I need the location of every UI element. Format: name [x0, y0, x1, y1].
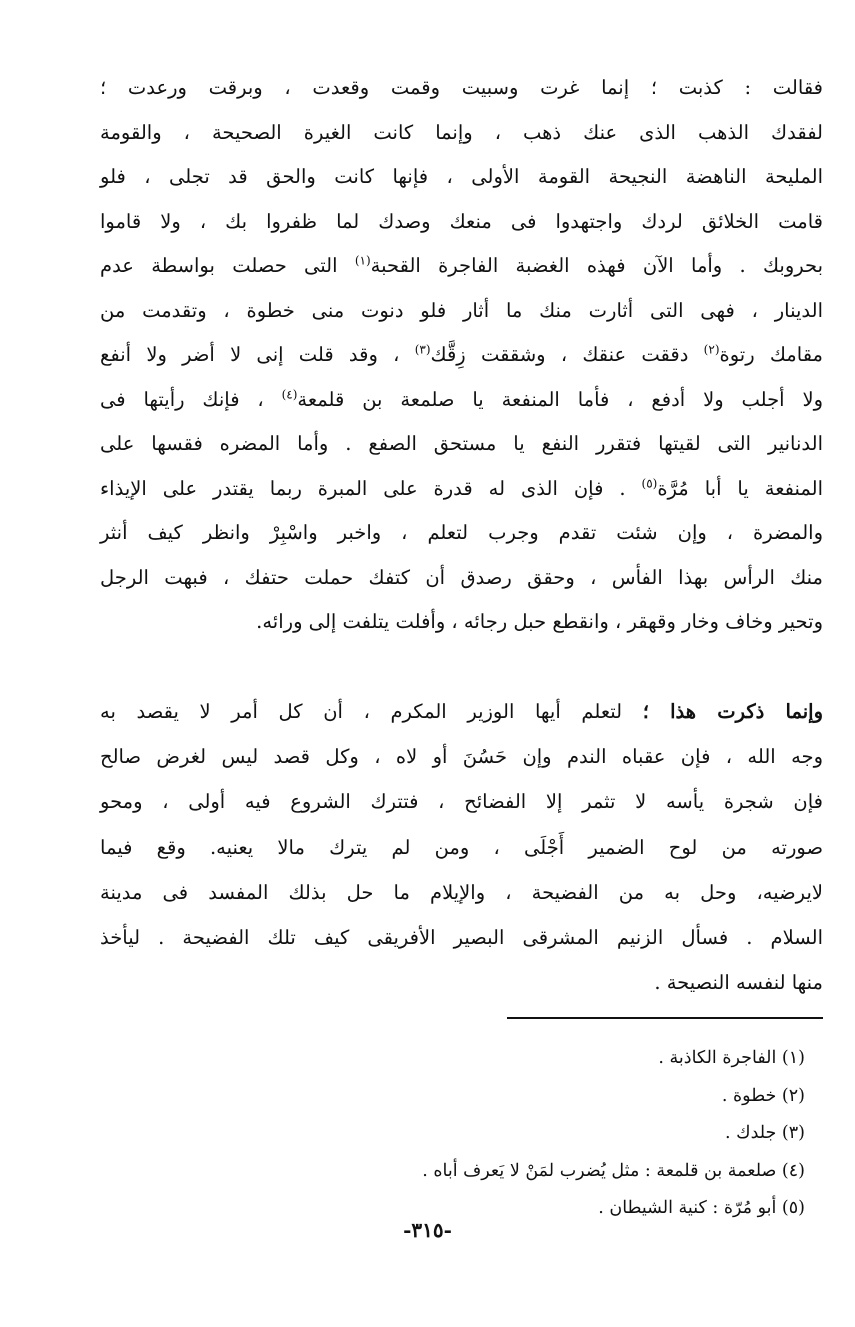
footnote-3: (٣) جلدك .: [725, 1123, 805, 1143]
footnote-divider: [507, 1017, 823, 1019]
paragraph-line: [100, 333, 823, 378]
line-text: دققت عنقك ، وشققت زِقَّك: [430, 343, 689, 366]
paragraph-1: [100, 66, 823, 645]
line-text: مقامك رتوة: [719, 343, 824, 366]
footnote-ref: (٣): [414, 342, 431, 357]
paragraph-line: المليحة الناهضة النجيحة القومة الأولى ، فإنها كانت والحق قد تجلى ، فلو: [100, 165, 823, 188]
paragraph-line: الدنانير التى لقيتها فتقرر النفع يا مستحق الصفع . وأما المضره فقسها على: [100, 432, 823, 455]
paragraph-line: لفقدك الذهب الذى عنك ذهب ، وإنما كانت الغيرة الصحيحة ، والقومة: [100, 120, 823, 144]
paragraph-line: صورته من لوح الضمير أَجْلَى ، ومن لم يترك مالا يعنيه. وقع فيما: [100, 835, 823, 859]
line-text: . فإن الذى له قدرة على المبرة ربما يقتدر على الإيذاء: [100, 476, 626, 500]
paragraph-line: وجه الله ، فإن عقباه الندم وإن حَسُنَ أو لاه ، وكل قصد ليس لغرض صالح: [100, 745, 823, 769]
footnote-1: (١) الفاجرة الكاذبة .: [658, 1048, 805, 1068]
line-text: ولا أجلب ولا أدفع ، فأما المنفعة يا صلمعة بن قلمعة: [297, 387, 823, 411]
footnote-2: (٢) خطوة .: [721, 1085, 805, 1106]
line-text: التى حصلت بواسطة عدم: [100, 254, 338, 277]
paragraph-line: منك الرأس بهذا الفأس ، وحقق رصدق أن كتفك حملت حتفك ، فبهت الرجل: [100, 565, 823, 589]
footnote-ref: (٢): [703, 342, 720, 357]
paragraph-line: [100, 378, 823, 423]
paragraph-line: فإن شجرة يأسه لا تثمر إلا الفضائح ، فتترك الشروع فيه أولى ، ومحو: [100, 790, 823, 814]
paragraph-line: والمضرة ، وإن شئت تقدم وجرب لتعلم ، واخبر واسْبِرْ وانظر كيف أنثر: [100, 521, 823, 544]
paragraph-lead: وإنما ذكرت هذا ؛: [642, 700, 824, 723]
paragraph-line: [100, 689, 823, 734]
paragraph-2: [100, 689, 823, 1005]
footnote-ref: (٥): [641, 476, 658, 490]
paragraph-line: [100, 244, 823, 289]
paragraph-line: منها لنفسه النصيحة .: [654, 971, 823, 995]
footnote-ref: (١): [354, 253, 371, 268]
footnote-ref: (٤): [281, 387, 298, 401]
paragraph-line: السلام . فسأل الزنيم المشرقى البصير الأفريقى كيف تلك الفضيحة . ليأخذ: [100, 925, 823, 949]
line-text: ، فإنك رأيتها فى: [100, 387, 264, 411]
footnotes: [200, 1040, 805, 1228]
line-text: لتعلم أيها الوزير المكرم ، أن كل أمر لا يقصد به: [100, 700, 623, 723]
paragraph-line: الدينار ، فهى التى أثارت منك ما أثار فلو دنوت منى خطوة ، وتقدمت من: [100, 298, 823, 322]
paragraph-line: [100, 467, 823, 512]
line-text: المنفعة يا أبا مُرَّة: [657, 476, 823, 500]
paragraph-line: فقالت : كذبت ؛ إنما غرت وسبيت وقمت وقعدت ، وبرقت ورعدت ؛: [100, 76, 823, 99]
footnote-4: (٤) صلعمة بن قلمعة : مثل يُضرب لمَنْ لا يَعرف أباه .: [422, 1160, 805, 1181]
footnote-5: (٥) أبو مُرّة : كنية الشيطان .: [598, 1198, 805, 1218]
paragraph-line: قامت الخلائق لردك واجتهدوا فى منعك وصدك لما ظفروا بك ، ولا قاموا: [100, 209, 823, 233]
page-number: -٣١٥-: [403, 1218, 452, 1242]
line-text: بحروبك . وأما الآن فهذه الغضبة الفاجرة القحبة: [370, 254, 824, 277]
paragraph-line: وتحير وخاف وخار وقهقر ، وانقطع حبل رجائه ، وأفلت يتلفت إلى ورائه.: [256, 610, 823, 633]
line-text: ، وقد قلت إنى لا أضر ولا أنفع: [100, 343, 400, 366]
paragraph-line: لايرضيه، وحل به من الفضيحة ، والإيلام ما حل بذلك المفسد فى مدينة: [100, 880, 823, 904]
